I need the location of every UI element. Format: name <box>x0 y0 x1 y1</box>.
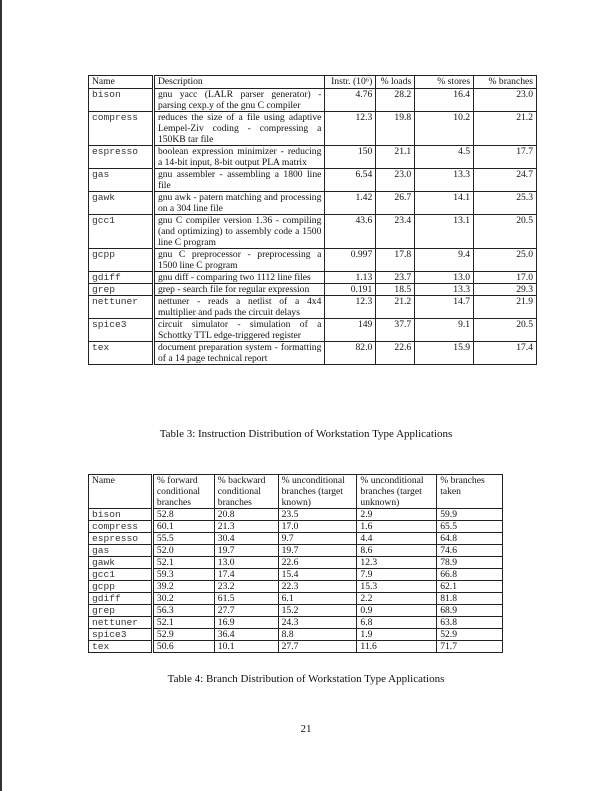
program-description: boolean expression minimizer - reducing a 14-bit input, 8-bit output PLA matrix <box>153 146 324 169</box>
stores-percent: 4.5 <box>415 146 474 169</box>
program-name: gawk <box>89 192 154 215</box>
program-name: gas <box>89 169 154 192</box>
program-description: gnu yacc (LALR parser generator) - parsing cexp.y of the gnu C compiler <box>153 89 324 112</box>
unconditional-known-percent: 27.7 <box>278 641 357 653</box>
branches-percent: 25.0 <box>474 249 537 272</box>
loads-percent: 23.4 <box>376 215 415 249</box>
forward-conditional-percent: 52.1 <box>152 617 214 629</box>
table-row <box>89 319 537 342</box>
loads-percent: 28.2 <box>376 89 415 112</box>
branches-taken-percent: 64.8 <box>437 533 503 545</box>
table-row <box>89 249 537 272</box>
unconditional-unknown-percent: 4.4 <box>357 533 437 545</box>
program-description: gnu C preprocessor - preprocessing a 1500 line C program <box>153 249 324 272</box>
stores-percent: 13.3 <box>415 169 474 192</box>
table-row <box>89 569 503 581</box>
unconditional-known-percent: 24.3 <box>278 617 357 629</box>
unconditional-known-percent: 15.2 <box>278 605 357 617</box>
program-description: circuit simulator - simulation of a Schottky TTL edge-triggered register <box>153 319 324 342</box>
program-name: gcc1 <box>89 215 154 249</box>
branches-taken-percent: 81.8 <box>437 593 503 605</box>
instr-count: 12.3 <box>325 296 376 319</box>
loads-percent: 21.2 <box>376 296 415 319</box>
stores-percent: 16.4 <box>415 89 474 112</box>
stores-percent: 9.1 <box>415 319 474 342</box>
unconditional-known-percent: 9.7 <box>278 533 357 545</box>
branches-taken-percent: 65.5 <box>437 521 503 533</box>
table-row <box>89 215 537 249</box>
branches-taken-percent: 59.9 <box>437 509 503 521</box>
forward-conditional-percent: 55.5 <box>152 533 214 545</box>
program-description: gnu assembler - assembling a 1800 line file <box>153 169 324 192</box>
table4-caption: Table 4: Branch Distribution of Workstation Type Applications <box>167 673 445 685</box>
branches-taken-percent: 68.9 <box>437 605 503 617</box>
backward-conditional-percent: 36.4 <box>214 629 278 641</box>
stores-percent: 9.4 <box>415 249 474 272</box>
unconditional-unknown-percent: 0.9 <box>357 605 437 617</box>
header-branches: % branches <box>474 76 537 89</box>
program-name: gcpp <box>89 249 154 272</box>
branches-taken-percent: 71.7 <box>437 641 503 653</box>
program-name: compress <box>89 112 154 146</box>
unconditional-known-percent: 8.8 <box>278 629 357 641</box>
instr-count: 149 <box>325 319 376 342</box>
instr-count: 82.0 <box>325 342 376 365</box>
header-unconditional-known: % unconditional branches (target known) <box>278 475 357 509</box>
unconditional-unknown-percent: 11.6 <box>357 641 437 653</box>
page-number: 21 <box>300 723 312 735</box>
branches-percent: 29.3 <box>474 284 537 296</box>
branches-percent: 21.9 <box>474 296 537 319</box>
program-name: gdiff <box>89 272 154 284</box>
program-name: gcpp <box>89 581 153 593</box>
loads-percent: 17.8 <box>376 249 415 272</box>
loads-percent: 22.6 <box>376 342 415 365</box>
program-name: tex <box>89 641 153 653</box>
unconditional-known-percent: 23.5 <box>278 509 357 521</box>
table-row <box>89 509 503 521</box>
branches-taken-percent: 66.8 <box>437 569 503 581</box>
header-forward-conditional: % forward conditional branches <box>152 475 214 509</box>
branches-percent: 21.2 <box>474 112 537 146</box>
table-row <box>89 146 537 169</box>
stores-percent: 13.3 <box>415 284 474 296</box>
program-name: espresso <box>89 146 154 169</box>
table-row <box>89 192 537 215</box>
program-name: gdiff <box>89 593 153 605</box>
branches-taken-percent: 52.9 <box>437 629 503 641</box>
table-row <box>89 112 537 146</box>
backward-conditional-percent: 19.7 <box>214 545 278 557</box>
stores-percent: 10.2 <box>415 112 474 146</box>
program-name: bison <box>89 509 153 521</box>
program-name: gcc1 <box>89 569 153 581</box>
program-description: gnu awk - patern matching and processing on a 304 line file <box>153 192 324 215</box>
instruction-distribution-table <box>88 75 537 365</box>
branches-taken-percent: 74.6 <box>437 545 503 557</box>
header-backward-conditional: % backward conditional branches <box>214 475 278 509</box>
backward-conditional-percent: 13.0 <box>214 557 278 569</box>
forward-conditional-percent: 52.1 <box>152 557 214 569</box>
loads-percent: 19.8 <box>376 112 415 146</box>
header-unconditional-unknown: % unconditional branches (target unknown) <box>357 475 437 509</box>
branch-distribution-table <box>88 474 503 653</box>
program-name: nettuner <box>89 296 154 319</box>
unconditional-unknown-percent: 2.2 <box>357 593 437 605</box>
forward-conditional-percent: 39.2 <box>152 581 214 593</box>
backward-conditional-percent: 61.5 <box>214 593 278 605</box>
instr-count: 1.13 <box>325 272 376 284</box>
program-name: grep <box>89 284 154 296</box>
header-branches-taken: % branches taken <box>437 475 503 509</box>
program-name: spice3 <box>89 629 153 641</box>
program-description: grep - search file for regular expression <box>153 284 324 296</box>
program-description: gnu diff - comparing two 1112 line files <box>153 272 324 284</box>
branches-percent: 23.0 <box>474 89 537 112</box>
table-row <box>89 545 503 557</box>
branches-taken-percent: 78.9 <box>437 557 503 569</box>
forward-conditional-percent: 56.3 <box>152 605 214 617</box>
instr-count: 150 <box>325 146 376 169</box>
unconditional-known-percent: 22.3 <box>278 581 357 593</box>
instr-count: 1.42 <box>325 192 376 215</box>
stores-percent: 15.9 <box>415 342 474 365</box>
program-name: grep <box>89 605 153 617</box>
program-name: spice3 <box>89 319 154 342</box>
program-name: nettuner <box>89 617 153 629</box>
unconditional-unknown-percent: 15.3 <box>357 581 437 593</box>
program-description: document preparation system - formatting of a 14 page technical report <box>153 342 324 365</box>
unconditional-unknown-percent: 12.3 <box>357 557 437 569</box>
stores-percent: 13.0 <box>415 272 474 284</box>
table-row <box>89 296 537 319</box>
backward-conditional-percent: 20.8 <box>214 509 278 521</box>
branches-percent: 17.7 <box>474 146 537 169</box>
forward-conditional-percent: 59.3 <box>152 569 214 581</box>
program-name: compress <box>89 521 153 533</box>
table-row <box>89 89 537 112</box>
loads-percent: 23.0 <box>376 169 415 192</box>
table-row <box>89 593 503 605</box>
branches-percent: 20.5 <box>474 215 537 249</box>
table-row <box>89 581 503 593</box>
instr-count: 12.3 <box>325 112 376 146</box>
unconditional-unknown-percent: 2.9 <box>357 509 437 521</box>
header-instr: Instr. (10⁶) <box>325 76 376 89</box>
forward-conditional-percent: 60.1 <box>152 521 214 533</box>
loads-percent: 18.5 <box>376 284 415 296</box>
table-row <box>89 169 537 192</box>
instr-count: 4.76 <box>325 89 376 112</box>
unconditional-unknown-percent: 8.6 <box>357 545 437 557</box>
branches-percent: 20.5 <box>474 319 537 342</box>
unconditional-unknown-percent: 7.9 <box>357 569 437 581</box>
backward-conditional-percent: 17.4 <box>214 569 278 581</box>
forward-conditional-percent: 50.6 <box>152 641 214 653</box>
branches-percent: 17.0 <box>474 272 537 284</box>
loads-percent: 23.7 <box>376 272 415 284</box>
table-header-row <box>89 76 537 89</box>
program-name: bison <box>89 89 154 112</box>
unconditional-known-percent: 17.0 <box>278 521 357 533</box>
forward-conditional-percent: 52.0 <box>152 545 214 557</box>
unconditional-known-percent: 22.6 <box>278 557 357 569</box>
backward-conditional-percent: 27.7 <box>214 605 278 617</box>
backward-conditional-percent: 16.9 <box>214 617 278 629</box>
branches-percent: 24.7 <box>474 169 537 192</box>
header-loads: % loads <box>376 76 415 89</box>
unconditional-known-percent: 6.1 <box>278 593 357 605</box>
unconditional-unknown-percent: 6.8 <box>357 617 437 629</box>
program-description: reduces the size of a file using adaptive Lempel-Ziv coding - compressing a 150KB tar file <box>153 112 324 146</box>
unconditional-known-percent: 19.7 <box>278 545 357 557</box>
program-name: tex <box>89 342 154 365</box>
program-description: gnu C compiler version 1.36 - compiling (and optimizing) to assembly code a 1500 line C program <box>153 215 324 249</box>
header-name: Name <box>89 475 153 509</box>
backward-conditional-percent: 30.4 <box>214 533 278 545</box>
backward-conditional-percent: 10.1 <box>214 641 278 653</box>
loads-percent: 26.7 <box>376 192 415 215</box>
instr-count: 6.54 <box>325 169 376 192</box>
instr-count: 0.997 <box>325 249 376 272</box>
table-header-row <box>89 475 503 509</box>
table-row <box>89 605 503 617</box>
header-description: Description <box>153 76 324 89</box>
unconditional-unknown-percent: 1.9 <box>357 629 437 641</box>
loads-percent: 37.7 <box>376 319 415 342</box>
table-row <box>89 629 503 641</box>
header-name: Name <box>89 76 154 89</box>
branches-taken-percent: 62.1 <box>437 581 503 593</box>
program-name: gas <box>89 545 153 557</box>
program-description: nettuner - reads a netlist of a 4x4 multiplier and pads the circuit delays <box>153 296 324 319</box>
instr-count: 0.191 <box>325 284 376 296</box>
table-row <box>89 557 503 569</box>
loads-percent: 21.1 <box>376 146 415 169</box>
unconditional-known-percent: 15.4 <box>278 569 357 581</box>
branches-taken-percent: 63.8 <box>437 617 503 629</box>
table-row <box>89 284 537 296</box>
table-row <box>89 641 503 653</box>
table-row <box>89 342 537 365</box>
unconditional-unknown-percent: 1.6 <box>357 521 437 533</box>
forward-conditional-percent: 30.2 <box>152 593 214 605</box>
table-row <box>89 521 503 533</box>
stores-percent: 14.1 <box>415 192 474 215</box>
table-row <box>89 272 537 284</box>
branches-percent: 25.3 <box>474 192 537 215</box>
forward-conditional-percent: 52.8 <box>152 509 214 521</box>
backward-conditional-percent: 23.2 <box>214 581 278 593</box>
instr-count: 43.6 <box>325 215 376 249</box>
forward-conditional-percent: 52.9 <box>152 629 214 641</box>
stores-percent: 14.7 <box>415 296 474 319</box>
table3-caption: Table 3: Instruction Distribution of Workstation Type Applications <box>159 428 453 440</box>
table-row <box>89 533 503 545</box>
backward-conditional-percent: 21.3 <box>214 521 278 533</box>
branches-percent: 17.4 <box>474 342 537 365</box>
header-stores: % stores <box>415 76 474 89</box>
program-name: espresso <box>89 533 153 545</box>
stores-percent: 13.1 <box>415 215 474 249</box>
program-name: gawk <box>89 557 153 569</box>
table-row <box>89 617 503 629</box>
